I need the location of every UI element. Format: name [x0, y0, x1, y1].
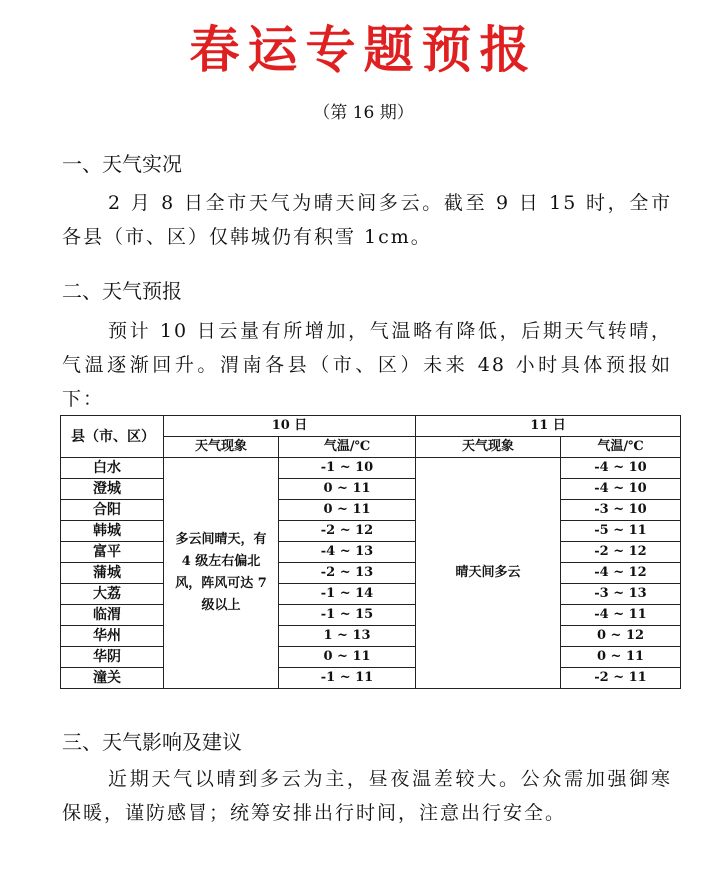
day2-temp-cell: -4 ~ 10 [561, 458, 681, 479]
section-1-body: 2 月 8 日全市天气为晴天间多云。截至 9 日 15 时，全市各县（市、区）仅韩城仍有积雪 1cm。 [62, 192, 672, 248]
county-cell: 富平 [61, 542, 164, 563]
day1-temp-cell: 0 ~ 11 [279, 479, 416, 500]
day1-header: 10 日 [164, 416, 416, 437]
day1-temp-cell: -2 ~ 13 [279, 563, 416, 584]
day2-temp-cell: -5 ~ 11 [561, 521, 681, 542]
table-row [61, 584, 681, 605]
table-row [61, 626, 681, 647]
table-row [61, 542, 681, 563]
county-header: 县（市、区） [61, 416, 164, 458]
county-cell: 澄城 [61, 479, 164, 500]
section-2-body: 预计 10 日云量有所增加，气温略有降低，后期天气转晴，气温逐渐回升。渭南各县（市、区）未来 48 小时具体预报如下： [62, 320, 672, 410]
day2-temp-cell: -4 ~ 12 [561, 563, 681, 584]
county-cell: 合阳 [61, 500, 164, 521]
day1-temp-cell: -2 ~ 12 [279, 521, 416, 542]
table-header-row-days [61, 416, 681, 437]
day1-temp-cell: -1 ~ 15 [279, 605, 416, 626]
county-cell: 白水 [61, 458, 164, 479]
day1-phenomenon-header: 天气现象 [164, 437, 279, 458]
table-row [61, 521, 681, 542]
county-cell: 大荔 [61, 584, 164, 605]
day2-temp-cell: -3 ~ 10 [561, 500, 681, 521]
section-3-heading: 三、天气影响及建议 [62, 730, 242, 754]
issue-number: （第 16 期） [313, 103, 414, 123]
county-cell: 华阴 [61, 647, 164, 668]
day1-temp-cell: 1 ~ 13 [279, 626, 416, 647]
forecast-table [60, 415, 681, 689]
day2-temp-header: 气温/℃ [561, 437, 681, 458]
day1-weather-cell: 多云间晴天，有 4 级左右偏北风，阵风可达 7 级以上 [164, 458, 279, 689]
table-row [61, 458, 681, 479]
county-cell: 华州 [61, 626, 164, 647]
day1-temp-cell: -4 ~ 13 [279, 542, 416, 563]
day1-temp-cell: -1 ~ 14 [279, 584, 416, 605]
day2-temp-cell: 0 ~ 11 [561, 647, 681, 668]
day1-temp-cell: -1 ~ 11 [279, 668, 416, 689]
county-cell: 蒲城 [61, 563, 164, 584]
day2-temp-cell: -2 ~ 12 [561, 542, 681, 563]
day2-temp-cell: -2 ~ 11 [561, 668, 681, 689]
section-3-body: 近期天气以晴到多云为主，昼夜温差较大。公众需加强御寒保暖，谨防感冒；统筹安排出行时间，注意出行安全。 [62, 768, 672, 824]
day2-temp-cell: 0 ~ 12 [561, 626, 681, 647]
county-cell: 临渭 [61, 605, 164, 626]
day1-temp-cell: -1 ~ 10 [279, 458, 416, 479]
county-cell: 韩城 [61, 521, 164, 542]
day2-header: 11 日 [416, 416, 681, 437]
table-row [61, 479, 681, 500]
day2-phenomenon-header: 天气现象 [416, 437, 561, 458]
table-row [61, 668, 681, 689]
table-row [61, 647, 681, 668]
day2-weather-cell: 晴天间多云 [416, 458, 561, 689]
day1-temp-cell: 0 ~ 11 [279, 647, 416, 668]
county-cell: 潼关 [61, 668, 164, 689]
day1-temp-header: 气温/℃ [279, 437, 416, 458]
section-1-heading: 一、天气实况 [62, 152, 182, 176]
day2-temp-cell: -3 ~ 13 [561, 584, 681, 605]
table-row [61, 500, 681, 521]
document-title: 春运专题预报 [189, 21, 538, 79]
table-row [61, 563, 681, 584]
table-row [61, 605, 681, 626]
day1-temp-cell: 0 ~ 11 [279, 500, 416, 521]
day2-temp-cell: -4 ~ 11 [561, 605, 681, 626]
section-2-heading: 二、天气预报 [62, 279, 182, 303]
day2-temp-cell: -4 ~ 10 [561, 479, 681, 500]
